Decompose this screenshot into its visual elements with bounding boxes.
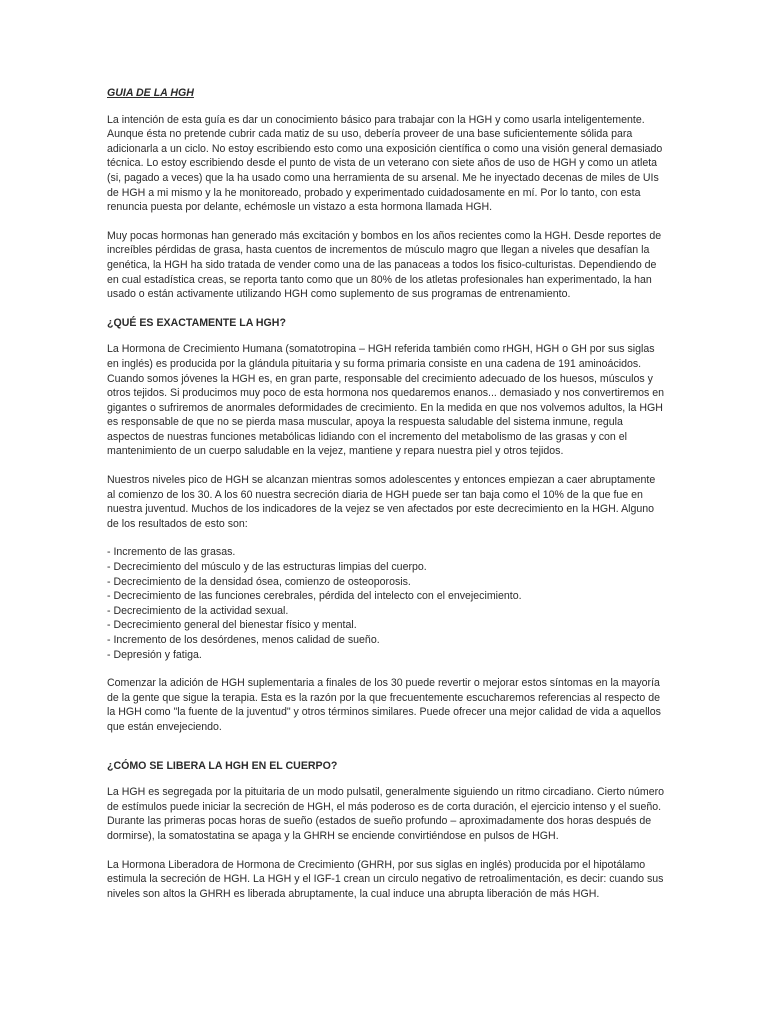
body-paragraph: La HGH es segregada por la pituitaria de un modo pulsatil, generalmente siguiendo un ritmo circadiano. Cierto número de estímulos puede iniciar la secreción de HGH, el más poderoso es de corta duración, el ejercicio intenso y el sueño. Durante las primeras pocas horas de sueño (estados de sueño profundo – aproximadamente dos horas después de dormirse), la somatostatina se apaga y la GHRH se enciende convirtiéndose en pulsos de HGH. — [107, 786, 665, 842]
body-paragraph: La Hormona de Crecimiento Humana (somatotropina – HGH referida también como rHGH, HGH o GH por sus siglas en inglés) es producida por la glándula pituitaria y su forma primaria consiste en una cadena de 191 aminoácidos. Cuando somos jóvenes la HGH es, en gran parte, responsable del crecimiento adecuado de los huesos, músculos y otros tejidos. Si producimos muy poco de esta hormona nos quedaremos enanos... demasiado y nos convertiremos en gigantes o sufriremos de anormales deformidades de crecimiento. En la medida en que nos volvemos adultos, la HGH es responsable de que no se pierda masa muscular, apoya la respuesta saludable del sistema inmune, regula aspectos de nuestras funciones metabólicas lidiando con el incremento del metabolismo de las grasas y con el mantenimiento de un cuerpo saludable en la vejez, mantiene y repara nuestra piel y otros tejidos. — [107, 343, 665, 458]
list-item: - Decrecimiento de la densidad ósea, comienzo de osteoporosis. — [107, 575, 411, 588]
list-item: - Decrecimiento de la actividad sexual. — [107, 604, 289, 617]
body-paragraph: Nuestros niveles pico de HGH se alcanzan mientras somos adolescentes y entonces empiezan a caer abruptamente al comienzo de los 30. A los 60 nuestra secreción diaria de HGH puede ser tan baja como el 10% de la que fue en nuestra juventud. Muchos de los indicadores de la vejez se ven afectados por este decrecimiento en la HGH. Alguno de los resultados de esto son: — [107, 474, 656, 530]
body-paragraph: Comenzar la adición de HGH suplementaria a finales de los 30 puede revertir o mejorar estos síntomas en la mayoría de la gente que sigue la terapia. Esta es la razón por la que frecuentemente escucharemos referencias al respecto de la HGH como "la fuente de la juventud" y otros términos similares. Puede ofrecer una mejor calidad de vida a aquellos que están envejeciendo. — [107, 677, 661, 733]
list-item: - Incremento de las grasas. — [107, 546, 236, 559]
list-item: - Depresión y fatiga. — [107, 648, 202, 661]
document-page — [107, 86, 665, 915]
section-heading: ¿QUÉ ES EXACTAMENTE LA HGH? — [107, 316, 286, 329]
list-item: - Decrecimiento general del bienestar físico y mental. — [107, 619, 357, 632]
list-item: - Incremento de los desórdenes, menos calidad de sueño. — [107, 634, 380, 646]
intro-paragraph: La intención de esta guía es dar un conocimiento básico para trabajar con la HGH y como usarla inteligentemente. Aunque ésta no pretende cubrir cada matiz de su uso, debería proveer de una base suficientemente sólida para adicionarla a un ciclo. No estoy escribiendo esto como una exposición científica o como una visión general demasiado técnica. Lo estoy escribiendo desde el punto de vista de un veterano con siete años de uso de HGH y como un atleta (si, pagado a veces) que la ha usado como una herramienta de su arsenal. Me he inyectado decenas de miles de UIs de HGH a mi mismo y la he monitoreado, probado y experimentado cuidadosamente en mí. Por lo tanto, con esta renuncia puesta por delante, echémosle un vistazo a esta hormona llamada HGH. — [107, 113, 663, 214]
section-heading: ¿CÓMO SE LIBERA LA HGH EN EL CUERPO? — [107, 759, 338, 772]
body-paragraph: La Hormona Liberadora de Hormona de Crecimiento (GHRH, por sus siglas en inglés) producida por el hipotálamo estimula la secreción de HGH. La HGH y el IGF-1 crean un circulo negativo de retroalimentación, es decir: cuando sus niveles son altos la GHRH es liberada abruptamente, la cual induce una abrupta liberación de más HGH. — [107, 858, 664, 900]
document-title: GUIA DE LA HGH — [107, 87, 194, 99]
list-item: - Decrecimiento del músculo y de las estructuras limpias del cuerpo. — [107, 561, 427, 574]
intro-paragraph: Muy pocas hormonas han generado más excitación y bombos en los años recientes como la HGH. Desde reportes de increíbles pérdidas de grasa, hasta cuentos de incrementos de músculo magro que llegan a niveles que desafían la genética, la HGH ha sido tratada de vender como una de las panaceas a todos los fisico-culturistas. Dependiendo de en cual estadística creas, se reporta tanto como que un 80% de los atletas profesionales han experimentado, la han usado o están activamente utilizando HGH como suplemento de sus programas de entrenamiento. — [107, 229, 662, 301]
list-item: - Decrecimiento de las funciones cerebrales, pérdida del intelecto con el envejecimiento. — [107, 590, 522, 603]
effects-list — [107, 545, 665, 662]
